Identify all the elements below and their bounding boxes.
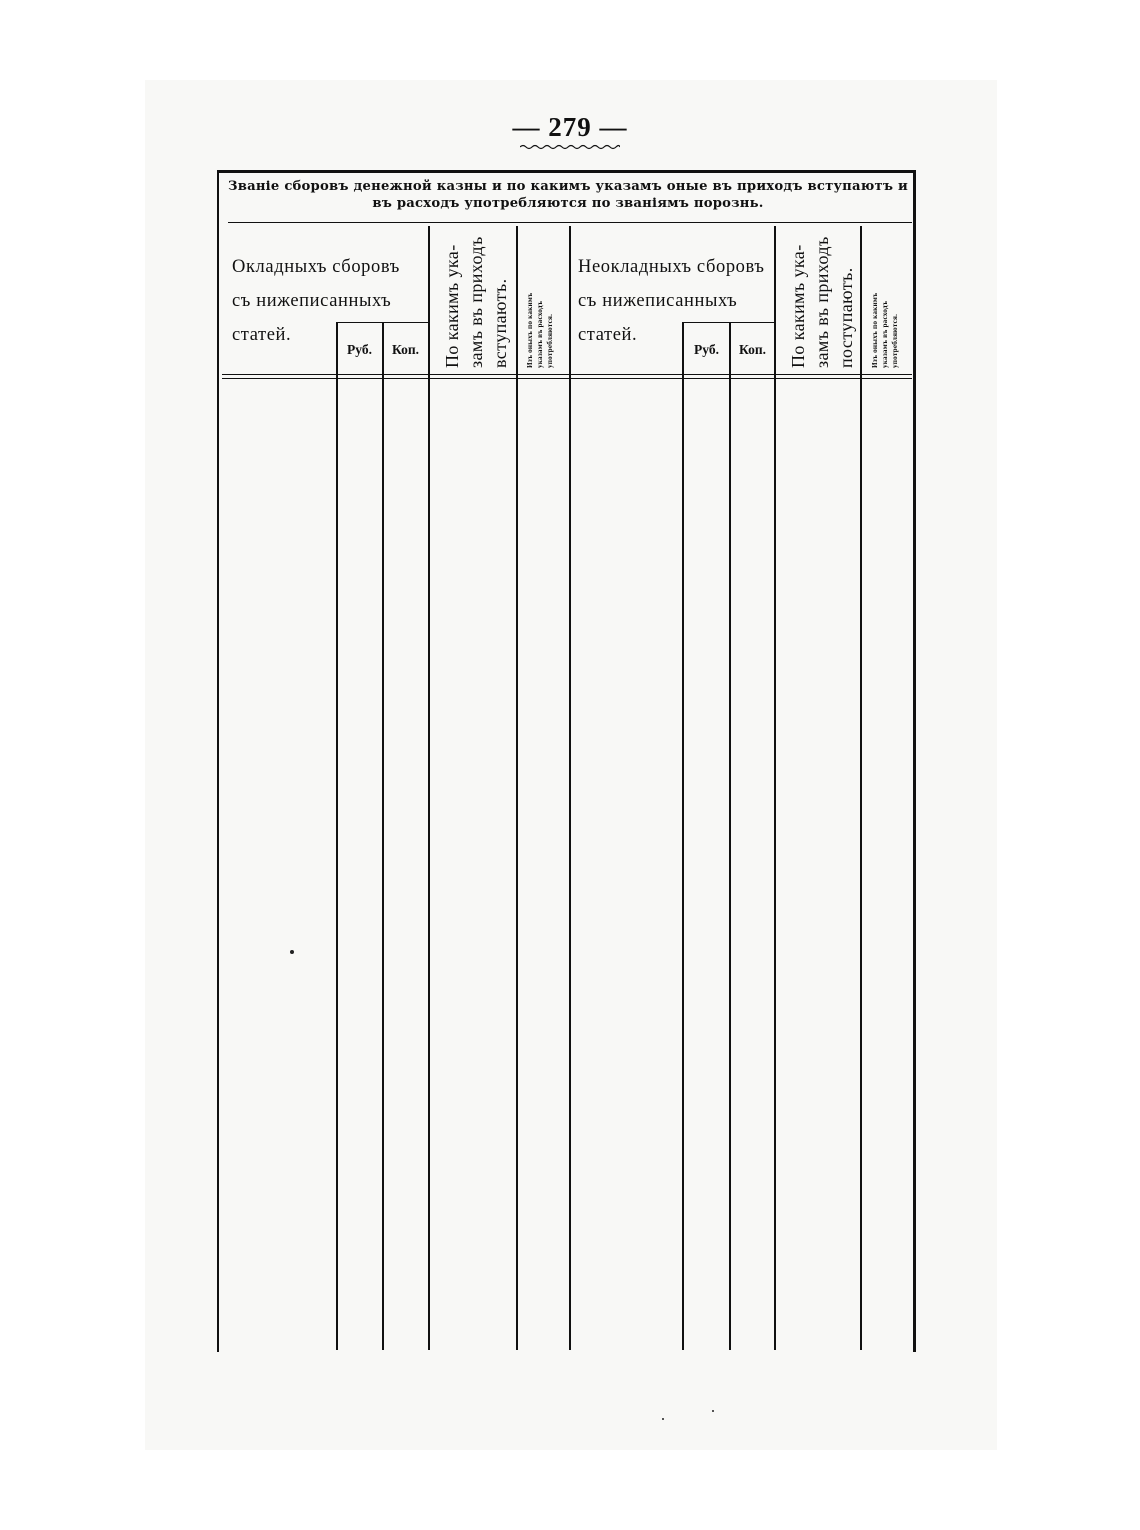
column-rule <box>336 322 338 1350</box>
fixed-expense-header: Изъ оныхъ по какимъ указамъ въ расходъ употребляются. <box>526 292 554 368</box>
column-rule <box>682 322 684 1350</box>
nonfixed-expense-header: Изъ оныхъ по какимъ указамъ въ расходъ употребляются. <box>871 292 899 368</box>
header-bottom-rule-double <box>222 378 912 379</box>
fixed-decrees-header-cell <box>430 226 516 372</box>
column-rule <box>774 226 776 1350</box>
column-rule <box>729 322 731 1350</box>
fixed-decrees-header: По какимъ ука- замъ въ приходъ вступаютъ. <box>442 236 510 368</box>
nonfixed-decrees-header-cell <box>776 226 860 372</box>
nonfixed-expense-header-cell <box>862 226 912 372</box>
print-speck <box>662 1418 664 1420</box>
print-speck <box>290 950 294 954</box>
title-separator <box>228 222 912 223</box>
column-rule <box>569 226 571 1350</box>
nonfixed-collections-header: Неокладныхъ сборовъ съ нижеписанныхъ статей. <box>578 257 765 345</box>
fixed-collections-header: Окладныхъ сборовъ съ нижеписанныхъ статей. <box>232 257 400 345</box>
nonfixed-decrees-header: По какимъ ука- замъ въ приходъ поступаютъ. <box>788 236 856 368</box>
column-rule <box>428 226 430 1350</box>
header-bottom-rule <box>222 374 912 375</box>
form-right-border <box>913 170 916 1352</box>
column-rule <box>382 322 384 1350</box>
nonfixed-subheader-rule <box>682 322 774 323</box>
column-rule <box>860 226 862 1350</box>
page-number-underline <box>520 144 620 150</box>
nonfixed-rub-header: Руб. <box>694 342 719 357</box>
form-top-border <box>218 170 916 173</box>
fixed-expense-header-cell <box>517 226 569 372</box>
form-left-border <box>217 170 219 1352</box>
column-rule <box>516 226 518 1350</box>
fixed-rub-header: Руб. <box>347 342 372 357</box>
print-speck <box>712 1410 714 1412</box>
nonfixed-kop-header: Коп. <box>738 342 767 357</box>
page-number: — 279 — <box>512 112 628 142</box>
fixed-kop-header: Коп. <box>391 342 420 357</box>
form-title: Званіе сборовъ денежной казны и по какимъ указамъ оные въ приходъ вступаютъ и въ расходъ употребляются по званіямъ порознь. <box>228 179 908 211</box>
